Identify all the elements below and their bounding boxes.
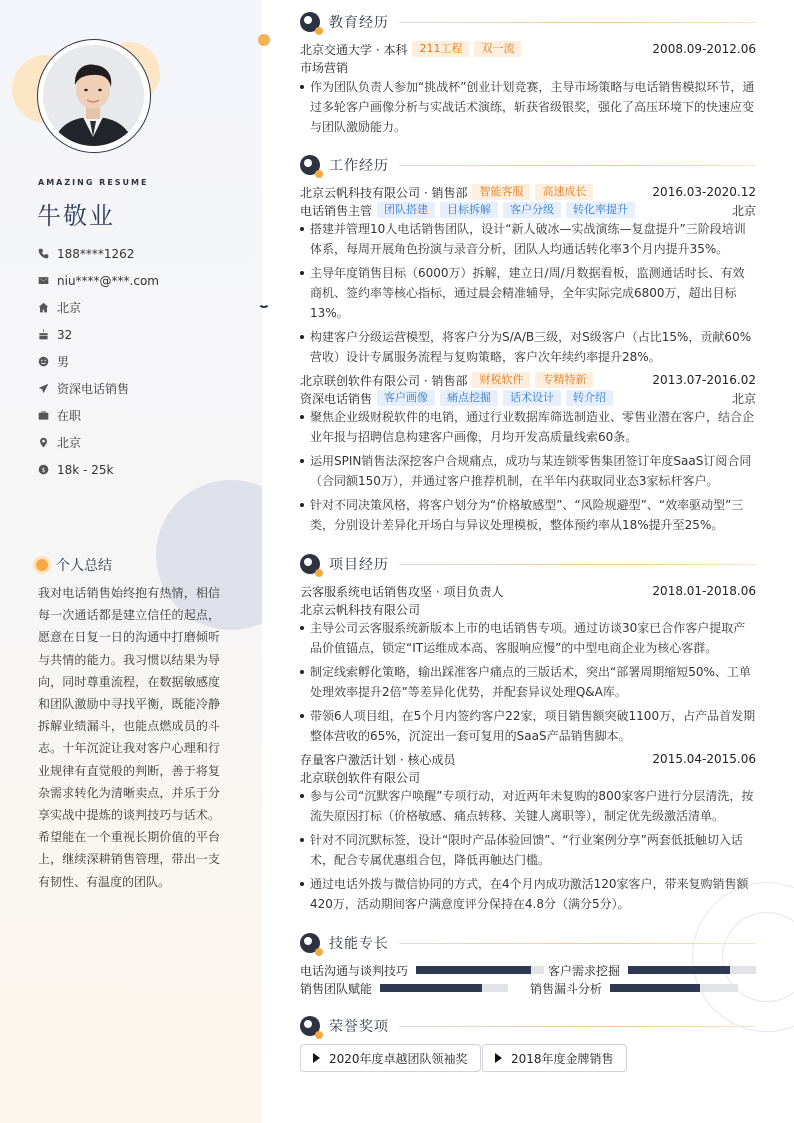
skill-name: 销售漏斗分析	[530, 981, 603, 996]
info-gender	[38, 348, 253, 375]
candidate-name: 牛敬业	[37, 202, 115, 230]
section-icon	[300, 933, 320, 953]
skill-bar-fill	[416, 966, 531, 974]
divider	[399, 165, 756, 166]
project-name: 存量客户激活计划 · 核心成员	[300, 752, 456, 767]
list-item: 作为团队负责人参加“挑战杯”创业计划竞赛，主导市场策略与电话销售模拟环节，通过多轮客户画像分析与实战话术演练，斩获省级银奖，强化了高压环境下的快速应变与团队激励能力。	[300, 77, 756, 137]
info-value: 北京	[57, 436, 82, 450]
play-icon	[313, 1053, 320, 1063]
info-location	[38, 429, 253, 456]
list-item: 主导公司云客服系统新版本上市的电话销售专项。通过访谈30家已合作客户提取产品价值锚点，锁定“IT运维成本高、客服响应慢”的中型电商企业为核心客群。	[300, 618, 756, 658]
main-content	[300, 0, 756, 1123]
section-education	[300, 10, 756, 34]
summary-title: 个人总结	[56, 558, 112, 574]
project-header	[300, 750, 756, 768]
info-value: 资深电话销售	[57, 382, 130, 396]
info-value: 32	[57, 327, 73, 342]
play-icon	[495, 1053, 502, 1063]
tag: 痛点挖掘	[440, 390, 498, 406]
briefcase-icon	[38, 410, 49, 421]
tag: 智能客服	[472, 184, 530, 200]
org: 北京云帆科技有限公司	[300, 602, 421, 617]
project-name: 云客服系统电话销售攻坚 · 项目负责人	[300, 584, 504, 599]
skill-name: 电话沟通与谈判技巧	[300, 963, 409, 978]
info-value: 18k - 25k	[57, 462, 114, 477]
date: 2013.07-2016.02	[652, 373, 756, 387]
list-item: 运用SPIN销售法深挖客户合规痛点，成功与某连锁零售集团签订年度SaaS订阅合同（合同额150万），并通过客户推荐机制，在半年内获取同业态3家标杆客户。	[300, 451, 756, 491]
project-org	[300, 768, 756, 786]
summary-heading	[36, 555, 112, 575]
tag: 团队搭建	[377, 202, 435, 218]
award-name: 2020年度卓越团队领袖奖	[329, 1051, 468, 1066]
divider	[399, 943, 756, 944]
job-header	[300, 371, 756, 389]
company: 北京联创软件有限公司 · 销售部	[300, 373, 468, 388]
section-icon	[300, 12, 320, 32]
date: 2008.09-2012.06	[652, 42, 756, 56]
city: 北京	[731, 391, 756, 406]
avatar-frame	[37, 39, 151, 153]
tag: 客户画像	[377, 390, 435, 406]
skill-bar	[628, 966, 756, 974]
section-title: 荣誉奖项	[329, 1019, 389, 1035]
divider	[399, 22, 756, 23]
tag: 客户分级	[503, 202, 561, 218]
info-value: 在职	[57, 409, 82, 423]
info-home	[38, 294, 253, 321]
list-item: 带领6人项目组，在5个月内签约客户22家，项目销售额突破1100万，占产品首发期整体营收的65%，沉淀出一套可复用的SaaS产品销售脚本。	[300, 706, 756, 746]
section-skills	[300, 931, 756, 955]
section-awards	[300, 1014, 756, 1038]
gender-icon	[38, 356, 49, 367]
project-header	[300, 582, 756, 600]
skill-item	[300, 979, 508, 997]
tagline: AMAZING RESUME	[38, 178, 149, 187]
job-role	[300, 389, 756, 407]
company: 北京云帆科技有限公司 · 销售部	[300, 185, 468, 200]
skill-bar	[416, 966, 544, 974]
salary-icon	[38, 464, 49, 475]
role: 资深电话销售	[300, 391, 373, 406]
info-salary	[38, 456, 253, 483]
list-item: 通过电话外拨与微信协同的方式，在4个月内成功激活120家客户，带来复购销售额420万，活动期间客户满意度评分保持在4.8分（满分5分）。	[300, 874, 756, 914]
section-title: 技能专长	[329, 936, 389, 952]
skill-item	[530, 979, 738, 997]
award-name: 2018年度金牌销售	[511, 1051, 614, 1066]
role: 电话销售主管	[300, 203, 373, 218]
skill-bar	[380, 984, 508, 992]
skill-bar	[610, 984, 738, 992]
date: 2015.04-2015.06	[652, 752, 756, 766]
contact-info	[38, 240, 253, 483]
mail-icon	[38, 275, 49, 286]
bullet-dot-icon	[36, 559, 48, 571]
skill-bar-fill	[628, 966, 730, 974]
info-status	[38, 402, 253, 429]
info-value: 188****1262	[57, 246, 135, 261]
skill-bar-fill	[380, 984, 482, 992]
info-age	[38, 321, 253, 348]
major-text: 市场营销	[300, 60, 349, 75]
send-icon	[38, 383, 49, 394]
info-value: niu****@***.com	[57, 273, 159, 288]
tag: 专精特新	[535, 372, 593, 388]
skill-name: 销售团队赋能	[300, 981, 373, 996]
award-badge	[482, 1044, 627, 1072]
section-title: 工作经历	[329, 158, 389, 174]
section-projects	[300, 552, 756, 576]
city: 北京	[731, 203, 756, 218]
tag: 转化率提升	[566, 202, 635, 218]
education-header	[300, 40, 756, 58]
info-position	[38, 375, 253, 402]
phone-icon	[38, 248, 49, 259]
divider	[399, 564, 756, 565]
info-phone	[38, 240, 253, 267]
list-item: 构建客户分级运营模型，将客户分为S/A/B三级，对S级客户（占比15%，贡献60%营收）设计专属服务流程与复购策略，客户次年续约率提升28%。	[300, 327, 756, 367]
tag: 高速成长	[535, 184, 593, 200]
tag: 211工程	[412, 41, 469, 57]
sidebar	[0, 0, 262, 1123]
section-icon	[300, 155, 320, 175]
date: 2016.03-2020.12	[652, 185, 756, 199]
svg-text:$: $	[41, 466, 46, 474]
section-title: 教育经历	[329, 15, 389, 31]
person-photo-icon	[43, 45, 144, 146]
section-title: 项目经历	[329, 557, 389, 573]
decor-arc	[258, 296, 270, 308]
skill-item	[548, 961, 756, 979]
avatar	[43, 45, 144, 146]
tag: 转介绍	[566, 390, 613, 406]
list-item: 参与公司“沉默客户唤醒”专项行动，对近两年未复购的800家客户进行分层清洗，按流失原因打标（价格敏感、痛点转移、关键人离职等），制定优先级激活清单。	[300, 786, 756, 826]
list-item: 制定线索孵化策略，输出踩准客户痛点的三版话术，突出“部署周期缩短50%、工单处理效率提升2倍”等差异化优势，并配套异议处理Q&A库。	[300, 662, 756, 702]
job-role	[300, 201, 756, 219]
job-header	[300, 183, 756, 201]
divider	[399, 1026, 756, 1027]
section-work	[300, 153, 756, 177]
org: 北京联创软件有限公司	[300, 770, 421, 785]
section-icon	[300, 1016, 320, 1036]
list-item: 主导年度销售目标（6000万）拆解，建立日/周/月数据看板，监测通话时长、有效商机、签约率等核心指标，通过晨会精准辅导，全年实际完成6800万，超出目标13%。	[300, 263, 756, 323]
cake-icon	[38, 329, 49, 340]
project-org	[300, 600, 756, 618]
list-item: 聚焦企业级财税软件的电销，通过行业数据库筛选制造业、零售业潜在客户，结合企业年报与招聘信息构建客户画像，月均开发高质量线索60条。	[300, 407, 756, 447]
home-icon	[38, 302, 49, 313]
date: 2018.01-2018.06	[652, 584, 756, 598]
list-item: 针对不同决策风格，将客户划分为“价格敏感型”、“风险规避型”、“效率驱动型”三类，分别设计差异化开场白与异议处理模板，整体预约率从18%提升至25%。	[300, 495, 756, 535]
location-pin-icon	[38, 437, 49, 448]
school: 北京交通大学 · 本科	[300, 42, 408, 57]
decor-dot	[258, 34, 270, 46]
skill-bar-fill	[610, 984, 700, 992]
tag: 话术设计	[503, 390, 561, 406]
major	[300, 58, 756, 76]
tag: 目标拆解	[440, 202, 498, 218]
list-item: 搭建并管理10人电话销售团队，设计“新人破冰—实战演练—复盘提升”三阶段培训体系，每周开展角色扮演与录音分析，团队人均通话转化率3个月内提升35%。	[300, 219, 756, 259]
skill-name: 客户需求挖掘	[548, 963, 621, 978]
summary-text: 我对电话销售始终抱有热情，相信每一次通话都是建立信任的起点，愿意在日复一日的沟通中打磨倾听与共情的能力。我习惯以结果为导向，同时尊重流程，在数据敏感度和团队激励中寻找平衡，既能冷静拆解业绩漏斗，也能点燃成员的斗志。十年沉淀让我对客户心理和行业规律有直觉般的判断，善于将复杂需求转化为清晰卖点，并乐于分享实战中提炼的谈判技巧与话术。希望能在一个重视长期价值的平台上，继续深耕销售管理，带出一支有韧性、有温度的团队。	[38, 586, 220, 889]
list-item: 针对不同沉默标签，设计“限时产品体验回馈”、“行业案例分享”两套低抵触切入话术，配合专属优惠组合包，降低再触达门槛。	[300, 830, 756, 870]
info-email	[38, 267, 253, 294]
skill-item	[300, 961, 544, 979]
info-value: 男	[57, 355, 70, 369]
tag: 双一流	[474, 41, 521, 57]
tag: 财税软件	[472, 372, 530, 388]
section-icon	[300, 554, 320, 574]
info-value: 北京	[57, 301, 82, 315]
award-badge	[300, 1044, 481, 1072]
